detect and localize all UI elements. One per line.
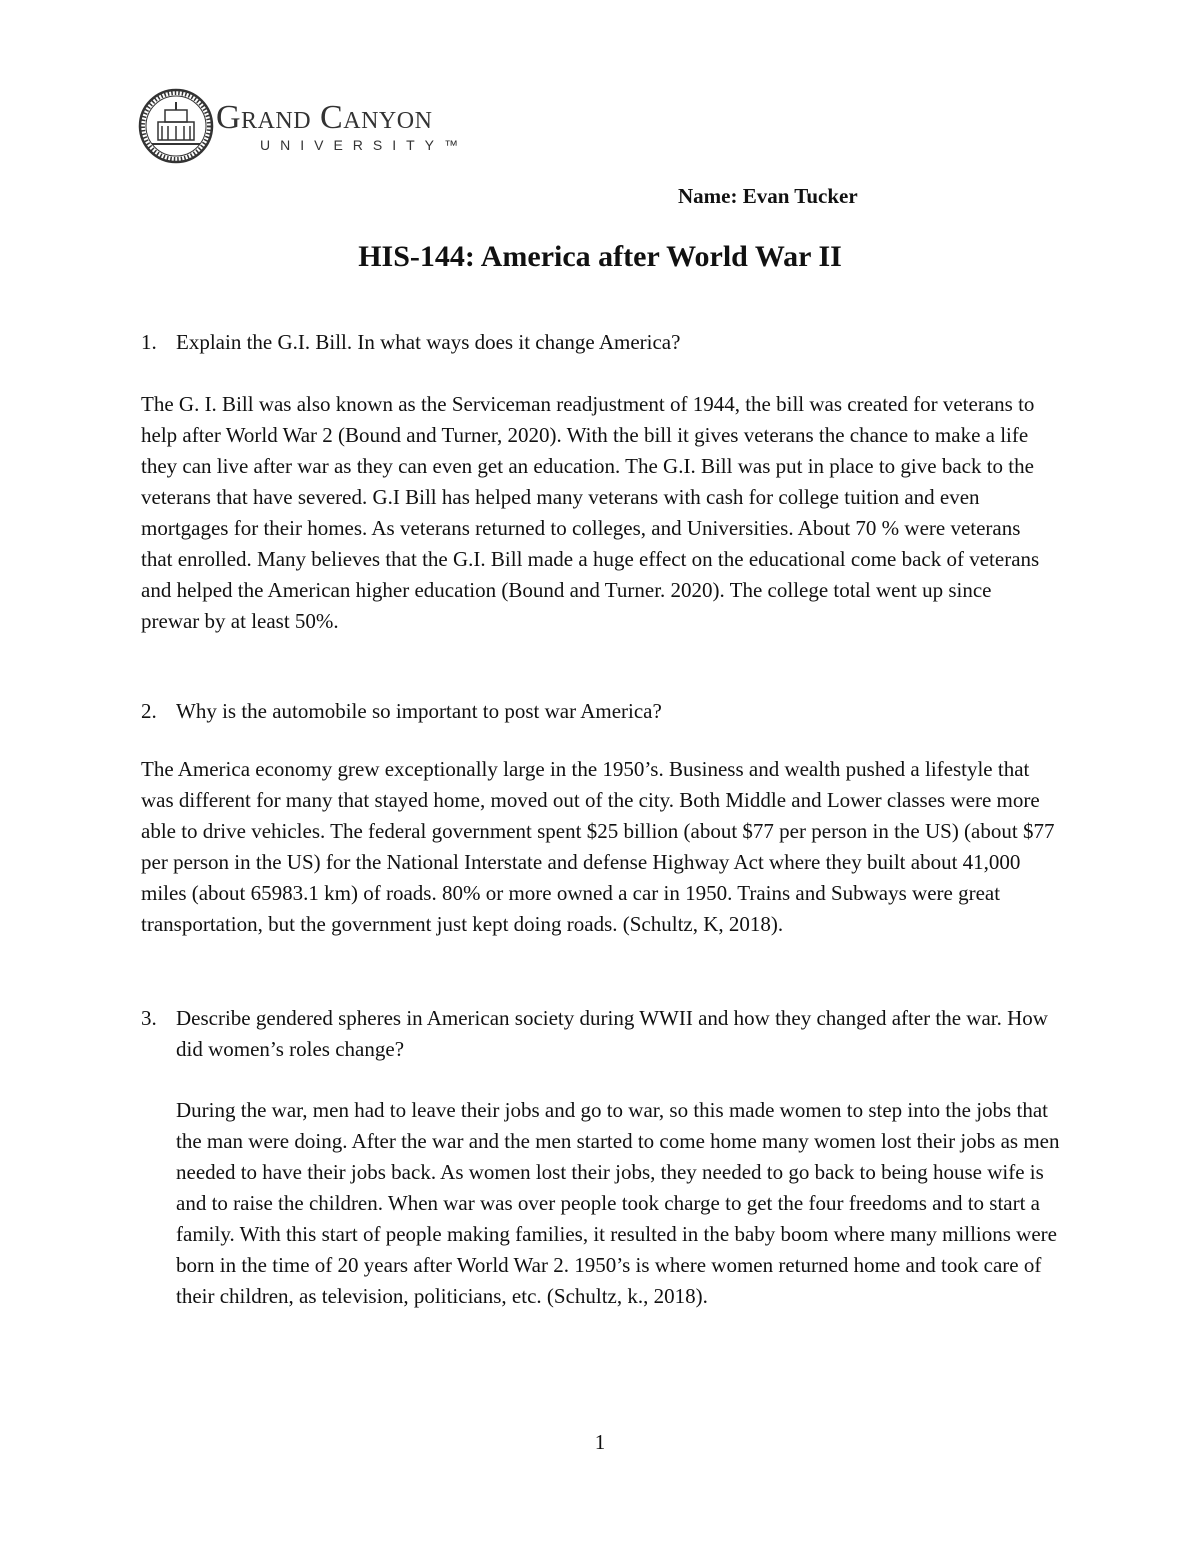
question-number: 1.: [141, 330, 157, 354]
answer-2: The America economy grew exceptionally large in the 1950’s. Business and wealth pushed a lifestyle that was different for many that stayed home, moved out of the city. Both Middle and Lower classes were more able to drive vehicles. The federal government spent $25 billion (about $77 per person in the US) (about $77 per person in the US) for the National Interstate and defense Highway Act where they built about 41,000 miles (about 65983.1 km) of roads. 80% or more owned a car in 1950. Trains and Subways were great transportation, but the government just kept doing roads. (Schultz, K, 2018).: [141, 757, 1055, 936]
university-logo: [138, 88, 469, 164]
student-name: Name: Evan Tucker: [678, 184, 858, 208]
logo-name: Grand Canyon: [216, 99, 433, 136]
question-text: Why is the automobile so important to post war America?: [176, 699, 662, 723]
question-number: 2.: [141, 699, 157, 723]
question-number: 3.: [141, 1006, 157, 1030]
question-2: [141, 696, 1071, 727]
university-seal-icon: [138, 88, 214, 164]
question-3: [141, 1003, 1071, 1065]
answer-1: The G. I. Bill was also known as the Serviceman readjustment of 1944, the bill was created for veterans to help after World War 2 (Bound and Turner, 2020). With the bill it gives veterans the chance to make a life they can live after war as they can even get an education. The G.I. Bill was put in place to give back to the veterans that have severed. G.I Bill has helped many veterans with cash for college tuition and even mortgages for their homes. As veterans returned to colleges, and Universities. About 70 % were veterans that enrolled. Many believes that the G.I. Bill made a huge effect on the educational come back of veterans and helped the American higher education (Bound and Turner. 2020). The college total went up since prewar by at least 50%.: [141, 392, 1040, 633]
question-text: Describe gendered spheres in American society during WWII and how they changed after the war. How did women’s roles change?: [176, 1006, 1048, 1061]
answer-3: During the war, men had to leave their jobs and go to war, so this made women to step into the jobs that the man were doing. After the war and the men started to come home many women lost their jobs as men needed to have their jobs back. As women lost their jobs, they needed to go back to being house wife is and to raise the children. When war was over people took charge to get the four freedoms and to start a family. With this start of people making families, it resulted in the baby boom where many millions were born in the time of 20 years after World War 2. 1950’s is where women returned home and took care of their children, as television, politicians, etc. (Schultz, k., 2018).: [176, 1098, 1060, 1308]
page-number: 1: [594, 1430, 606, 1454]
logo-wordmark: [216, 100, 468, 154]
logo-subtitle: UNIVERSITY™: [260, 137, 469, 153]
question-text: Explain the G.I. Bill. In what ways does it change America?: [176, 330, 681, 354]
document-title: HIS-144: America after World War II: [358, 240, 842, 273]
question-1: [141, 327, 1071, 358]
